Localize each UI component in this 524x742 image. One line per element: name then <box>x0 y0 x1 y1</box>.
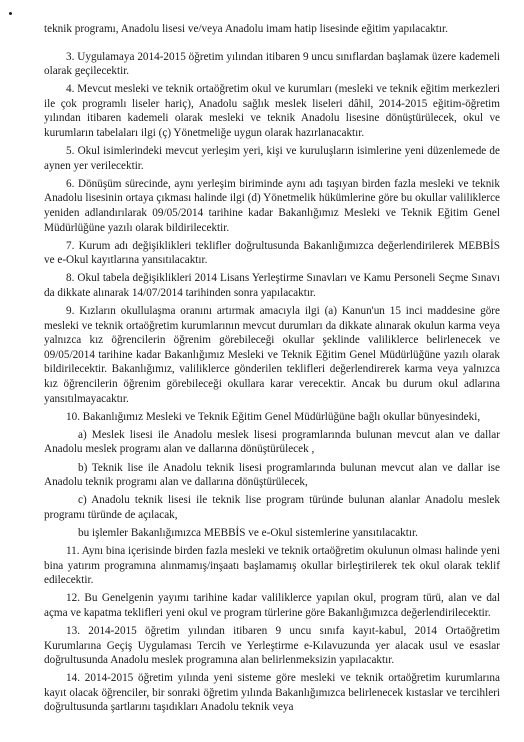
paragraph-6: 6. Dönüşüm sürecinde, aynı yerleşim biriminde aynı adı taşıyan birden fazla mesleki ve teknik Anadolu lisesinin ortaya çıkması halinde ilgi (d) Yönetmelik hükümlerine göre bu okullar valiliklerce yeniden adlandırılarak 09/05/2014 tarihine kadar Bakanlığımız Mesleki ve Teknik Eğitim Genel Müdürlüğüne yazılı olarak bildirilecektir. <box>44 177 500 234</box>
paragraph-10-a: a) Meslek lisesi ile Anadolu meslek lisesi programlarında bulunan mevcut alan ve dallar Anadolu meslek programı alan ve dallarına dönüştürülecek , <box>44 428 500 456</box>
paragraph-8: 8. Okul tabela değişiklikleri 2014 Lisans Yerleştirme Sınavları ve Kamu Personeli Seçme Sınavı da dikkate alınarak 14/07/2014 tarihinden sonra yapılacaktır. <box>44 272 500 299</box>
paragraph-10: 10. Bakanlığımız Mesleki ve Teknik Eğitim Genel Müdürlüğüne bağlı okullar bünyesindeki, <box>66 410 481 423</box>
paragraph-10-c: c) Anadolu teknik lisesi ile teknik lise program türünde bulunan alanlar Anadolu meslek programı türünde de açılacak, <box>44 494 500 521</box>
paragraph-9: 9. Kızların okullulaşma oranını artırmak amacıyla ilgi (a) Kanun'un 15 inci maddesine göre mesleki ve teknik ortaöğretim kurumlarının mevcut durumları da dikkate alınarak okulun karma veya yalnızca kız öğrencilerin öğrenim görebileceği okullar şeklinde valiliklerce belirlenecek ve 09/05/2014 tarihine kadar Bakanlığımız Mesleki ve Teknik Eğitim Genel Müdürlüğüne yazılı olarak bildirilecektir. Bakanlığımız, valiliklerce gönderilen teklifleri değerlendirerek karma veya yalnızca kız öğrencilerin öğrenim görebileceği okullara karar verecektir. Ancak bu durum okul adlarına yansıtılmayacaktır. <box>44 305 500 405</box>
paragraph-10-b: b) Teknik lise ile Anadolu teknik lisesi programlarında bulunan mevcut alan ve dallar ise Anadolu teknik programı alan ve dallarına dönüştürülecek, <box>44 461 500 489</box>
paragraph-7: 7. Kurum adı değişiklikleri teklifler doğrultusunda Bakanlığımızca değerlendirilerek MEBBİS ve e-Okul kayıtlarına yansıtılacaktır. <box>44 239 500 267</box>
paragraph-3: 3. Uygulamaya 2014-2015 öğretim yılından itibaren 9 uncu sınıflardan başlamak üzere kademeli olarak geçilecektir. <box>44 50 500 78</box>
paragraph-14: 14. 2014-2015 öğretim yılında yeni sisteme göre mesleki ve teknik ortaöğretim kurumlarına kayıt olacak öğrenciler, bir sonraki öğretim yılında Bakanlığımızca belirlenecek kıstaslar ve tercihleri doğrultusunda şartlarını taşıdıkları Anadolu teknik veya <box>44 672 500 714</box>
paragraph-4: 4. Mevcut mesleki ve teknik ortaöğretim okul ve kurumları (mesleki ve teknik eğitim merkezleri ile çok programlı liseler hariç), Anadolu sağlık meslek liseleri dâhil, 2014-2015 eğitim-öğretim yılından itibaren kademeli olarak mesleki ve teknik Anadolu lisesine dönüştürülecek, okul ve kurumların tabelaları ilgi (ç) Yönetmeliğe uygun olarak hazırlanacaktır. <box>44 83 500 140</box>
paragraph-continuation: teknik programı, Anadolu lisesi ve/veya Anadolu imam hatip lisesinde eğitim yapılacaktır. <box>44 23 448 35</box>
paragraph-12: 12. Bu Genelgenin yayımı tarihine kadar valiliklerce yapılan okul, program türü, alan ve dal açma ve kapatma teklifleri yeni okul ve program türlerine göre Bakanlığımızca değerlendirilecektir. <box>44 592 500 619</box>
margin-dot <box>9 12 12 15</box>
paragraph-5: 5. Okul isimlerindeki mevcut yerleşim yeri, kişi ve kuruluşların isimlerine yeni düzenlemede de aynen yer verilecektir. <box>44 145 500 172</box>
paragraph-11: 11. Aynı bina içerisinde birden fazla mesleki ve teknik ortaöğretim okulunun olması halinde yeni bina yatırım programına alınmamış/inşaatı başlamamış okullar birleştirilerek tek okul olarak teklif edilecektir. <box>44 545 500 587</box>
paragraph-10-closing: bu işlemler Bakanlığımızca MEBBİS ve e-Okul sistemlerine yansıtılacaktır. <box>78 526 418 539</box>
paragraph-13: 13. 2014-2015 öğretim yılından itibaren 9 uncu sınıfa kayıt-kabul, 2014 Ortaöğretim Kurumlarına Geçiş Uygulaması Tercih ve Yerleştirme e-Kılavuzunda yer alacak usul ve esaslar doğrultusunda Anadolu meslek programına alan belirlenmeksizin yapılacaktır. <box>44 624 500 667</box>
